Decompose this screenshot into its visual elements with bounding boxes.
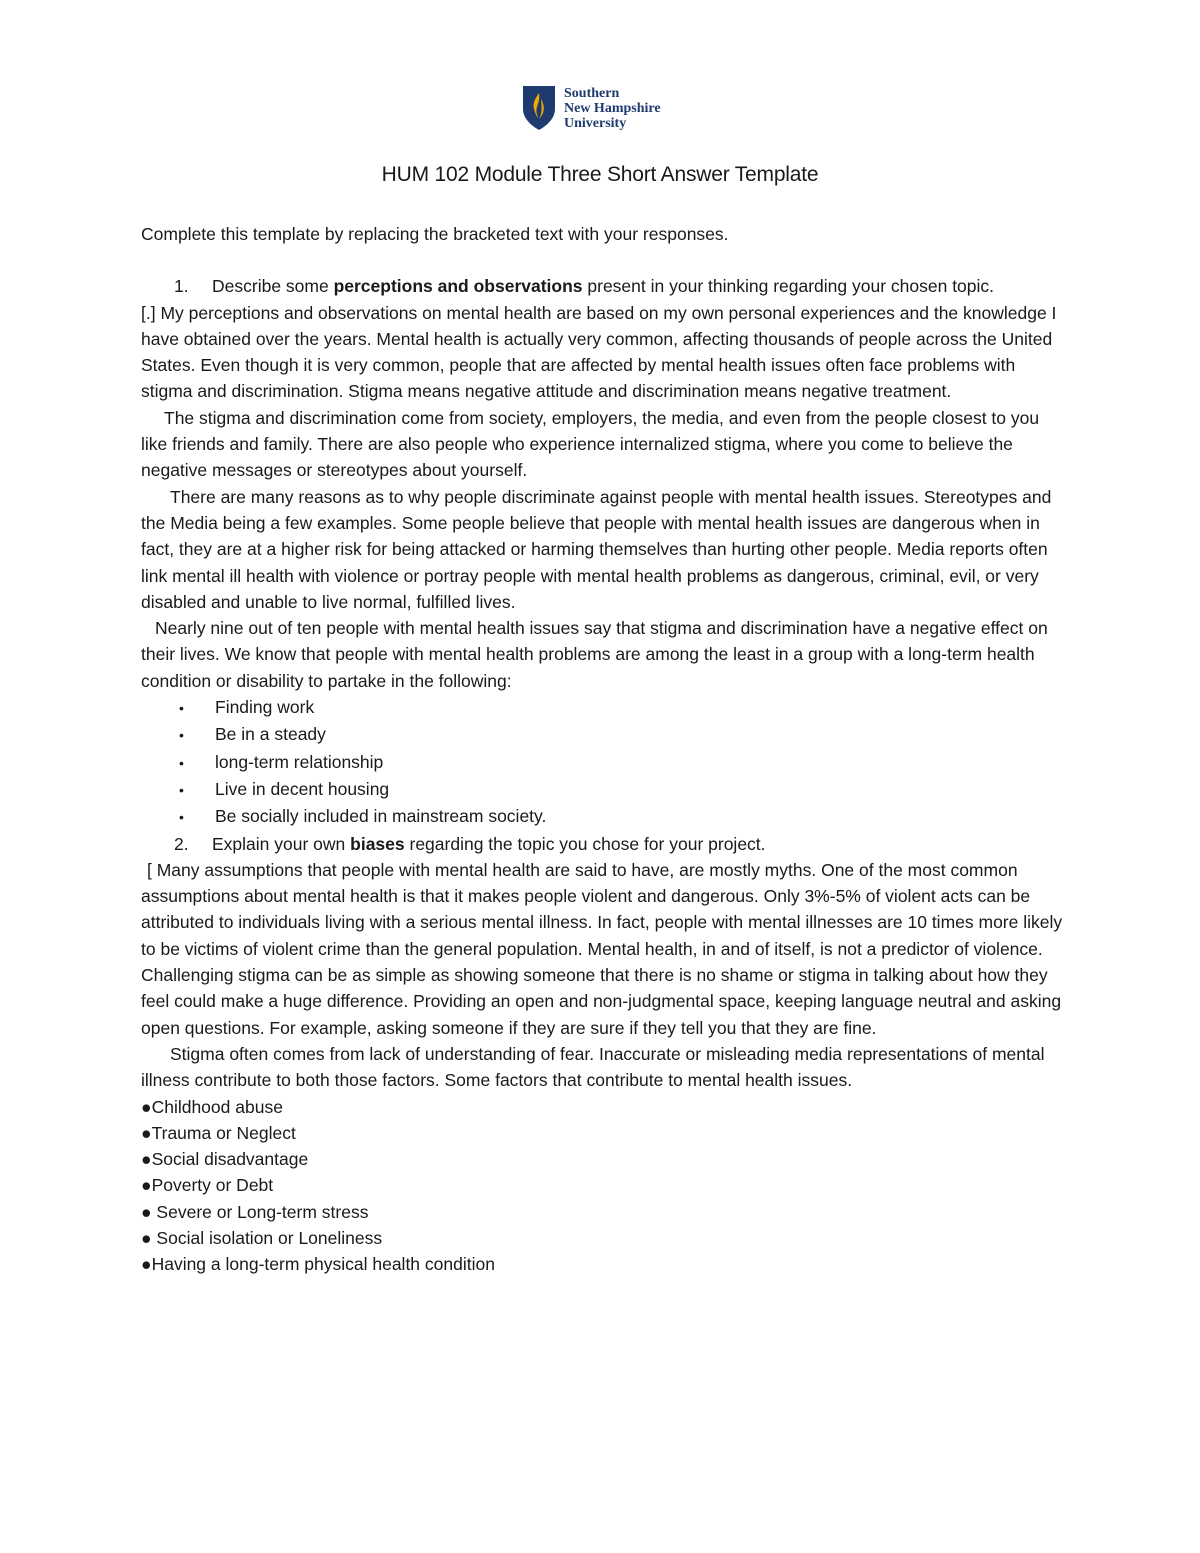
document-body xyxy=(141,221,1066,1278)
bullet-icon: • xyxy=(179,700,184,717)
list-item: ●Having a long-term physical health condition xyxy=(141,1254,495,1275)
answer-2-paragraph-1: [ Many assumptions that people with mental health are said to have, are mostly myths. One of the most common assumptions about mental health is that it makes people violent and dangerous. Only 3%-5% of violent acts can be attributed to individuals living with a serious mental illness. In fact, people with mental illnesses are 10 times more likely to be victims of violent crime than the general population. Mental health, in and of itself, is not a predictor of violence. Challenging stigma can be as simple as showing someone that there is no shame or stigma in talking about how they feel could make a huge difference. Providing an open and non-judgmental space, keeping language neutral and asking open questions. For example, asking someone if they are sure if they tell you that they are fine. xyxy=(141,859,1063,1038)
bullet-text: long-term relationship xyxy=(215,751,384,772)
list-item: ●Poverty or Debt xyxy=(141,1175,274,1196)
list-item: ●Trauma or Neglect xyxy=(141,1122,296,1143)
list-item: ●Childhood abuse xyxy=(141,1096,283,1117)
question-2-bold: biases xyxy=(350,833,405,854)
list-item xyxy=(141,776,1066,803)
list-item xyxy=(141,694,1066,721)
logo-line-1: Southern xyxy=(564,85,620,101)
list-item xyxy=(141,721,1066,748)
answer-2-factor-list xyxy=(141,1094,1066,1278)
document-title: HUM 102 Module Three Short Answer Template xyxy=(381,163,819,186)
list-item xyxy=(141,749,1066,776)
answer-1-paragraph-3: There are many reasons as to why people discriminate against people with mental health issues. Stereotypes and the Media being a few examples. Some people believe that people with mental health issues are dangerous when in fact, they are at a higher risk for being attacked or harming themselves than hurting other people. Media reports often link mental ill health with violence or portray people with mental health problems as dangerous, criminal, evil, or very disabled and unable to live normal, fulfilled lives. xyxy=(141,486,1052,612)
question-2-after: regarding the topic you chose for your project. xyxy=(404,833,766,854)
list-item: ●Social disadvantage xyxy=(141,1149,309,1170)
answer-2-paragraph-2: Stigma often comes from lack of understanding of fear. Inaccurate or misleading media representations of mental illness contribute to both those factors. Some factors that contribute to mental health issues. xyxy=(141,1043,1045,1091)
list-item xyxy=(141,803,1066,830)
list-item: ● Severe or Long-term stress xyxy=(141,1201,369,1222)
university-logo xyxy=(522,84,661,132)
question-2-number: 2. xyxy=(174,833,189,854)
bullet-text: Be socially included in mainstream society. xyxy=(215,806,547,827)
bullet-icon: • xyxy=(179,809,184,826)
bullet-icon: • xyxy=(179,754,184,771)
bullet-icon: • xyxy=(179,727,184,744)
answer-1-paragraph-1: [.] My perceptions and observations on mental health are based on my own personal experiences and the knowledge I have obtained over the years. Mental health is actually very common, affecting thousands of people across the United States. Even though it is very common, people that are affected by mental health issues often face problems with stigma and discrimination. Stigma means negative attitude and discrimination means negative treatment. xyxy=(141,302,1057,402)
question-2 xyxy=(141,831,1066,857)
answer-1-paragraph-2: The stigma and discrimination come from society, employers, the media, and even from the people closest to you like friends and family. There are also people who experience internalized stigma, where you come to believe the negative messages or stereotypes about yourself. xyxy=(141,407,1040,481)
question-2-before: Explain your own xyxy=(212,833,351,854)
intro-text: Complete this template by replacing the bracketed text with your responses. xyxy=(141,224,729,244)
shield-flame-icon xyxy=(522,85,556,131)
bullet-text: Live in decent housing xyxy=(215,778,390,799)
question-1-number: 1. xyxy=(174,276,189,297)
answer-1-bullet-list xyxy=(141,694,1066,830)
logo-line-2: New Hampshire xyxy=(564,100,661,116)
answer-1-paragraph-4: Nearly nine out of ten people with mental health issues say that stigma and discrimination have a negative effect on their lives. We know that people with mental health problems are among the least in a group with a long-term health condition or disability to partake in the following: xyxy=(141,618,1048,691)
bullet-text: Be in a steady xyxy=(215,724,326,745)
bullet-text: Finding work xyxy=(215,697,315,718)
logo-line-3: University xyxy=(564,115,627,131)
question-1-after: present in your thinking regarding your chosen topic. xyxy=(582,276,995,297)
list-item: ● Social isolation or Loneliness xyxy=(141,1227,383,1248)
bullet-icon: • xyxy=(179,781,184,798)
question-1-before: Describe some xyxy=(212,276,334,297)
question-1-bold: perceptions and observations xyxy=(333,276,583,297)
question-1 xyxy=(141,273,1066,299)
